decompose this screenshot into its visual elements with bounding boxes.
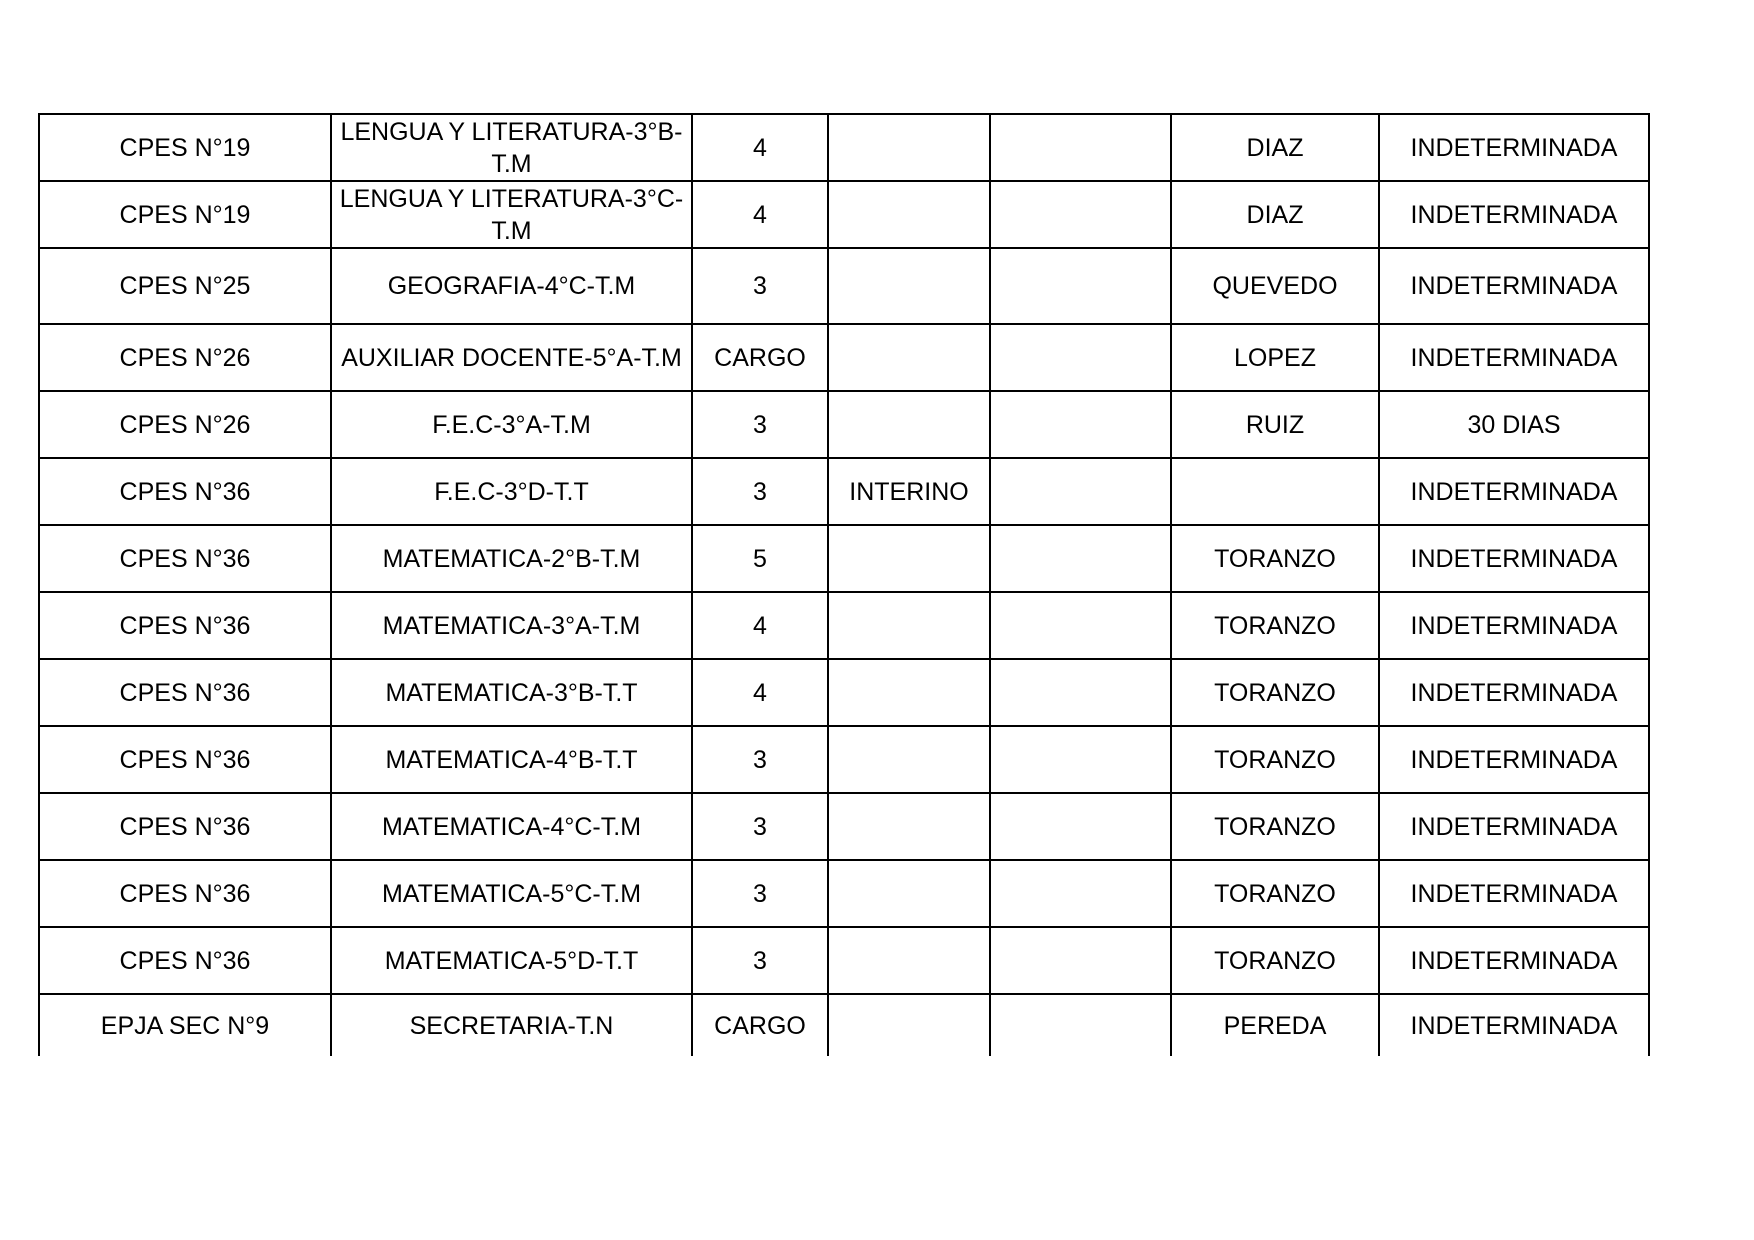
duration-cell: INDETERMINADA <box>1379 458 1649 525</box>
blank-cell <box>990 181 1171 248</box>
subject-cell: MATEMATICA-4°C-T.M <box>331 793 692 860</box>
hours-cell: 5 <box>692 525 828 592</box>
surname-cell: DIAZ <box>1171 114 1379 181</box>
table-row <box>39 324 1649 391</box>
blank-cell <box>990 927 1171 994</box>
situation-cell: INTERINO <box>828 458 990 525</box>
duration-cell: INDETERMINADA <box>1379 181 1649 248</box>
subject-cell: F.E.C-3°D-T.T <box>331 458 692 525</box>
situation-cell <box>828 726 990 793</box>
duration-cell: INDETERMINADA <box>1379 927 1649 994</box>
table-row <box>39 525 1649 592</box>
situation-cell <box>828 525 990 592</box>
school-cell: CPES N°19 <box>39 181 331 248</box>
table-row <box>39 659 1649 726</box>
hours-cell: CARGO <box>692 324 828 391</box>
surname-cell: QUEVEDO <box>1171 248 1379 324</box>
school-cell: CPES N°26 <box>39 391 331 458</box>
subject-cell: AUXILIAR DOCENTE-5°A-T.M <box>331 324 692 391</box>
situation-cell <box>828 793 990 860</box>
school-cell: CPES N°36 <box>39 659 331 726</box>
table-row <box>39 726 1649 793</box>
duration-cell: INDETERMINADA <box>1379 726 1649 793</box>
hours-cell: 3 <box>692 726 828 793</box>
situation-cell <box>828 927 990 994</box>
blank-cell <box>990 458 1171 525</box>
blank-cell <box>990 994 1171 1056</box>
school-cell: CPES N°36 <box>39 525 331 592</box>
table-body <box>39 114 1649 1056</box>
hours-cell: 4 <box>692 659 828 726</box>
surname-cell: LOPEZ <box>1171 324 1379 391</box>
surname-cell: TORANZO <box>1171 659 1379 726</box>
hours-cell: 4 <box>692 592 828 659</box>
duration-cell: INDETERMINADA <box>1379 994 1649 1056</box>
subject-cell: MATEMATICA-5°C-T.M <box>331 860 692 927</box>
surname-cell: TORANZO <box>1171 793 1379 860</box>
situation-cell <box>828 659 990 726</box>
hours-cell: 3 <box>692 391 828 458</box>
duration-cell: INDETERMINADA <box>1379 324 1649 391</box>
duration-cell: INDETERMINADA <box>1379 114 1649 181</box>
situation-cell <box>828 248 990 324</box>
hours-cell: 3 <box>692 860 828 927</box>
table-row <box>39 994 1649 1056</box>
situation-cell <box>828 860 990 927</box>
duration-cell: INDETERMINADA <box>1379 793 1649 860</box>
subject-cell: LENGUA Y LITERATURA-3°B-T.M <box>331 114 692 181</box>
table-row <box>39 181 1649 248</box>
school-cell: CPES N°36 <box>39 592 331 659</box>
hours-cell: 4 <box>692 114 828 181</box>
hours-cell: 3 <box>692 458 828 525</box>
duration-cell: INDETERMINADA <box>1379 860 1649 927</box>
blank-cell <box>990 793 1171 860</box>
situation-cell <box>828 114 990 181</box>
hours-cell: 3 <box>692 793 828 860</box>
surname-cell: DIAZ <box>1171 181 1379 248</box>
blank-cell <box>990 659 1171 726</box>
situation-cell <box>828 324 990 391</box>
duration-cell: INDETERMINADA <box>1379 592 1649 659</box>
table-row <box>39 391 1649 458</box>
duration-cell: INDETERMINADA <box>1379 525 1649 592</box>
school-cell: EPJA SEC N°9 <box>39 994 331 1056</box>
blank-cell <box>990 726 1171 793</box>
subject-cell: MATEMATICA-2°B-T.M <box>331 525 692 592</box>
blank-cell <box>990 324 1171 391</box>
blank-cell <box>990 248 1171 324</box>
school-cell: CPES N°36 <box>39 860 331 927</box>
subject-cell: GEOGRAFIA-4°C-T.M <box>331 248 692 324</box>
duration-cell: INDETERMINADA <box>1379 248 1649 324</box>
table-row <box>39 927 1649 994</box>
school-cell: CPES N°19 <box>39 114 331 181</box>
table-row <box>39 592 1649 659</box>
table-row <box>39 114 1649 181</box>
surname-cell: TORANZO <box>1171 525 1379 592</box>
school-cell: CPES N°36 <box>39 458 331 525</box>
school-cell: CPES N°25 <box>39 248 331 324</box>
subject-cell: SECRETARIA-T.N <box>331 994 692 1056</box>
situation-cell <box>828 994 990 1056</box>
situation-cell <box>828 391 990 458</box>
surname-cell <box>1171 458 1379 525</box>
subject-cell: MATEMATICA-3°B-T.T <box>331 659 692 726</box>
blank-cell <box>990 525 1171 592</box>
surname-cell: PEREDA <box>1171 994 1379 1056</box>
school-cell: CPES N°36 <box>39 793 331 860</box>
subject-cell: LENGUA Y LITERATURA-3°C-T.M <box>331 181 692 248</box>
blank-cell <box>990 391 1171 458</box>
subject-cell: MATEMATICA-5°D-T.T <box>331 927 692 994</box>
surname-cell: RUIZ <box>1171 391 1379 458</box>
hours-cell: 3 <box>692 248 828 324</box>
duration-cell: INDETERMINADA <box>1379 659 1649 726</box>
duration-cell: 30 DIAS <box>1379 391 1649 458</box>
subject-cell: F.E.C-3°A-T.M <box>331 391 692 458</box>
table-row <box>39 248 1649 324</box>
table-row <box>39 793 1649 860</box>
surname-cell: TORANZO <box>1171 860 1379 927</box>
hours-cell: 3 <box>692 927 828 994</box>
surname-cell: TORANZO <box>1171 592 1379 659</box>
subject-cell: MATEMATICA-4°B-T.T <box>331 726 692 793</box>
hours-cell: 4 <box>692 181 828 248</box>
blank-cell <box>990 592 1171 659</box>
school-cell: CPES N°26 <box>39 324 331 391</box>
surname-cell: TORANZO <box>1171 927 1379 994</box>
blank-cell <box>990 860 1171 927</box>
school-cell: CPES N°36 <box>39 927 331 994</box>
situation-cell <box>828 592 990 659</box>
hours-cell: CARGO <box>692 994 828 1056</box>
school-cell: CPES N°36 <box>39 726 331 793</box>
situation-cell <box>828 181 990 248</box>
surname-cell: TORANZO <box>1171 726 1379 793</box>
vacancies-table <box>38 113 1650 1056</box>
subject-cell: MATEMATICA-3°A-T.M <box>331 592 692 659</box>
table-row <box>39 458 1649 525</box>
blank-cell <box>990 114 1171 181</box>
table-row <box>39 860 1649 927</box>
